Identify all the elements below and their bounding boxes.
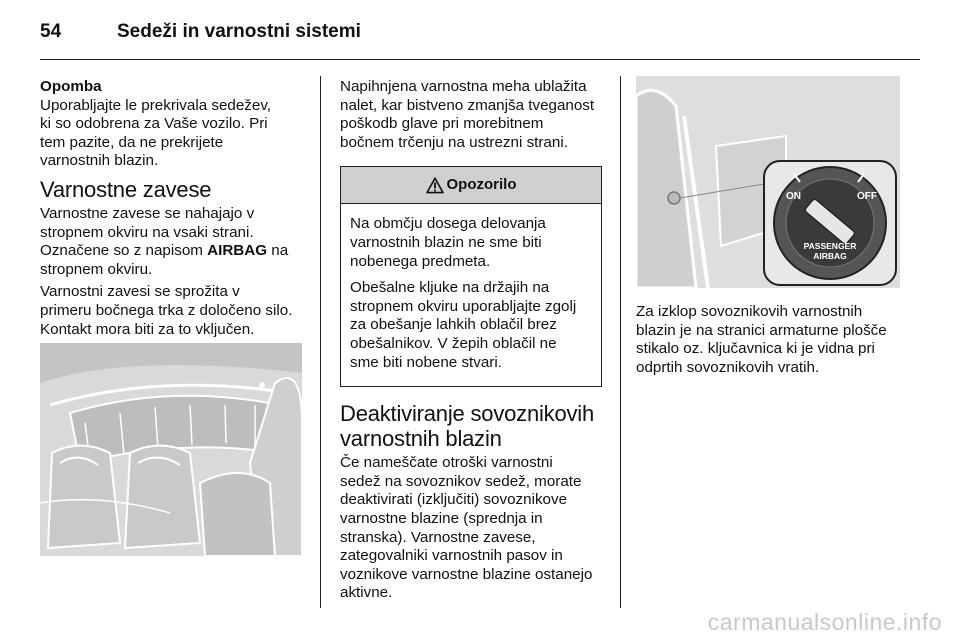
curtain-airbag-illustration (40, 343, 302, 556)
text-line: za obešanje lahkih oblačil brez (350, 316, 557, 334)
text-line: stikalo oz. ključavnica ki je vidna pri (636, 340, 875, 358)
text-line: stranska). Varnostne zavese, (340, 528, 536, 546)
section-heading-deactivation (340, 401, 602, 451)
column-3-caption (636, 303, 906, 381)
text-line: stropnem okviru uporabljajte zgolj (350, 297, 577, 315)
warning-body (341, 204, 601, 386)
text-line: Za izklop sovoznikovih varnostnih (636, 303, 863, 320)
heading-line: varnostnih blazin (340, 426, 502, 452)
note-line: tem pazite, da ne prekrijete (40, 133, 224, 151)
text-line: sme biti nobene stvari. (350, 353, 502, 371)
paragraph (40, 205, 306, 279)
text-line: nalet, kar bistveno zmanjša tveganost (340, 96, 595, 114)
text-line: varnostne blazine (sprednja in (340, 509, 543, 527)
paragraph (40, 283, 306, 339)
warning-header (341, 167, 601, 204)
text-line: Varnostni zavesi se sprožita v (40, 283, 240, 301)
section-heading-curtains: Varnostne zavese (40, 176, 212, 202)
heading-line: Deaktiviranje sovoznikovih (340, 401, 595, 427)
site-watermark: carmanualsonline.info (707, 609, 942, 635)
text-line (40, 242, 306, 261)
paragraph (340, 454, 602, 603)
text-line: zategovalniki varnostnih pasov in (340, 547, 563, 565)
page-header (40, 16, 920, 56)
text-line: voznikove varnostne blazine ostanejo (340, 565, 593, 583)
column-divider-2 (620, 76, 621, 608)
text-line: Če nameščate otroški varnostni (340, 454, 553, 472)
text-line: Napihnjena varnostna meha ublažita (340, 78, 587, 95)
text-line: poškodb glave pri morebitnem (340, 115, 544, 133)
airbag-switch-illustration (636, 76, 900, 288)
text-line: Varnostne zavese se nahajajo v (40, 204, 255, 222)
text-run: na (267, 242, 289, 260)
header-rule (40, 59, 920, 60)
warning-paragraph (350, 279, 592, 372)
text-line: deaktivirati (izključiti) sovoznikove (340, 491, 568, 509)
text-line: aktivne. (340, 584, 393, 602)
text-line: Na obmčju dosega delovanja (350, 215, 546, 233)
column-divider-1 (320, 76, 321, 608)
text-line: primeru bočnega trka z določeno silo. (40, 301, 293, 319)
warning-title: Opozorilo (446, 176, 517, 194)
column-1 (40, 78, 306, 343)
text-line: nobenega predmeta. (350, 252, 491, 270)
note-line: Uporabljajte le prekrivala sedežev, (40, 96, 272, 114)
text-line: obešalnikov. V žepih oblačil ne (350, 334, 557, 352)
column-2 (340, 78, 602, 607)
note-line: ki so odobrena za Vaše vozilo. Pri (40, 115, 268, 133)
text-line: Kontakt mora biti za to vključen. (40, 320, 255, 338)
text-line: odprtih sovoznikovih vratih. (636, 358, 820, 376)
warning-triangle-icon (426, 177, 444, 194)
running-title: Sedeži in varnostni sistemi (117, 21, 361, 42)
switch-label-passenger: PASSENGER (803, 241, 857, 251)
text-line: stropnem okviru na vsaki strani. (40, 223, 254, 241)
figure-caption (636, 303, 906, 377)
text-line: blazin je na stranici armaturne plošče (636, 321, 887, 339)
text-line: varnostnih blazin ne sme biti (350, 233, 542, 251)
key-switch-drawing (636, 76, 900, 288)
text-line: sedež na sovoznikov sedež, morate (340, 472, 582, 490)
text-line: stropnem okviru. (40, 260, 153, 278)
switch-label-airbag: AIRBAG (813, 251, 847, 261)
warning-paragraph (350, 215, 592, 271)
warning-box (340, 166, 602, 387)
text-line: Obešalne kljuke na držajih na (350, 279, 550, 297)
note (40, 78, 306, 171)
switch-label-on: ON (786, 191, 801, 202)
paragraph (340, 78, 602, 152)
note-line: varnostnih blazin. (40, 152, 159, 170)
airbag-keyword: AIRBAG (207, 242, 268, 260)
text-line: bočnem trčenju na ustrezni strani. (340, 133, 568, 151)
text-run: Označene so z napisom (40, 242, 208, 260)
note-title: Opomba (40, 78, 102, 95)
switch-label-off: OFF (857, 191, 877, 202)
page-number: 54 (40, 21, 62, 42)
car-interior-drawing (40, 343, 302, 556)
